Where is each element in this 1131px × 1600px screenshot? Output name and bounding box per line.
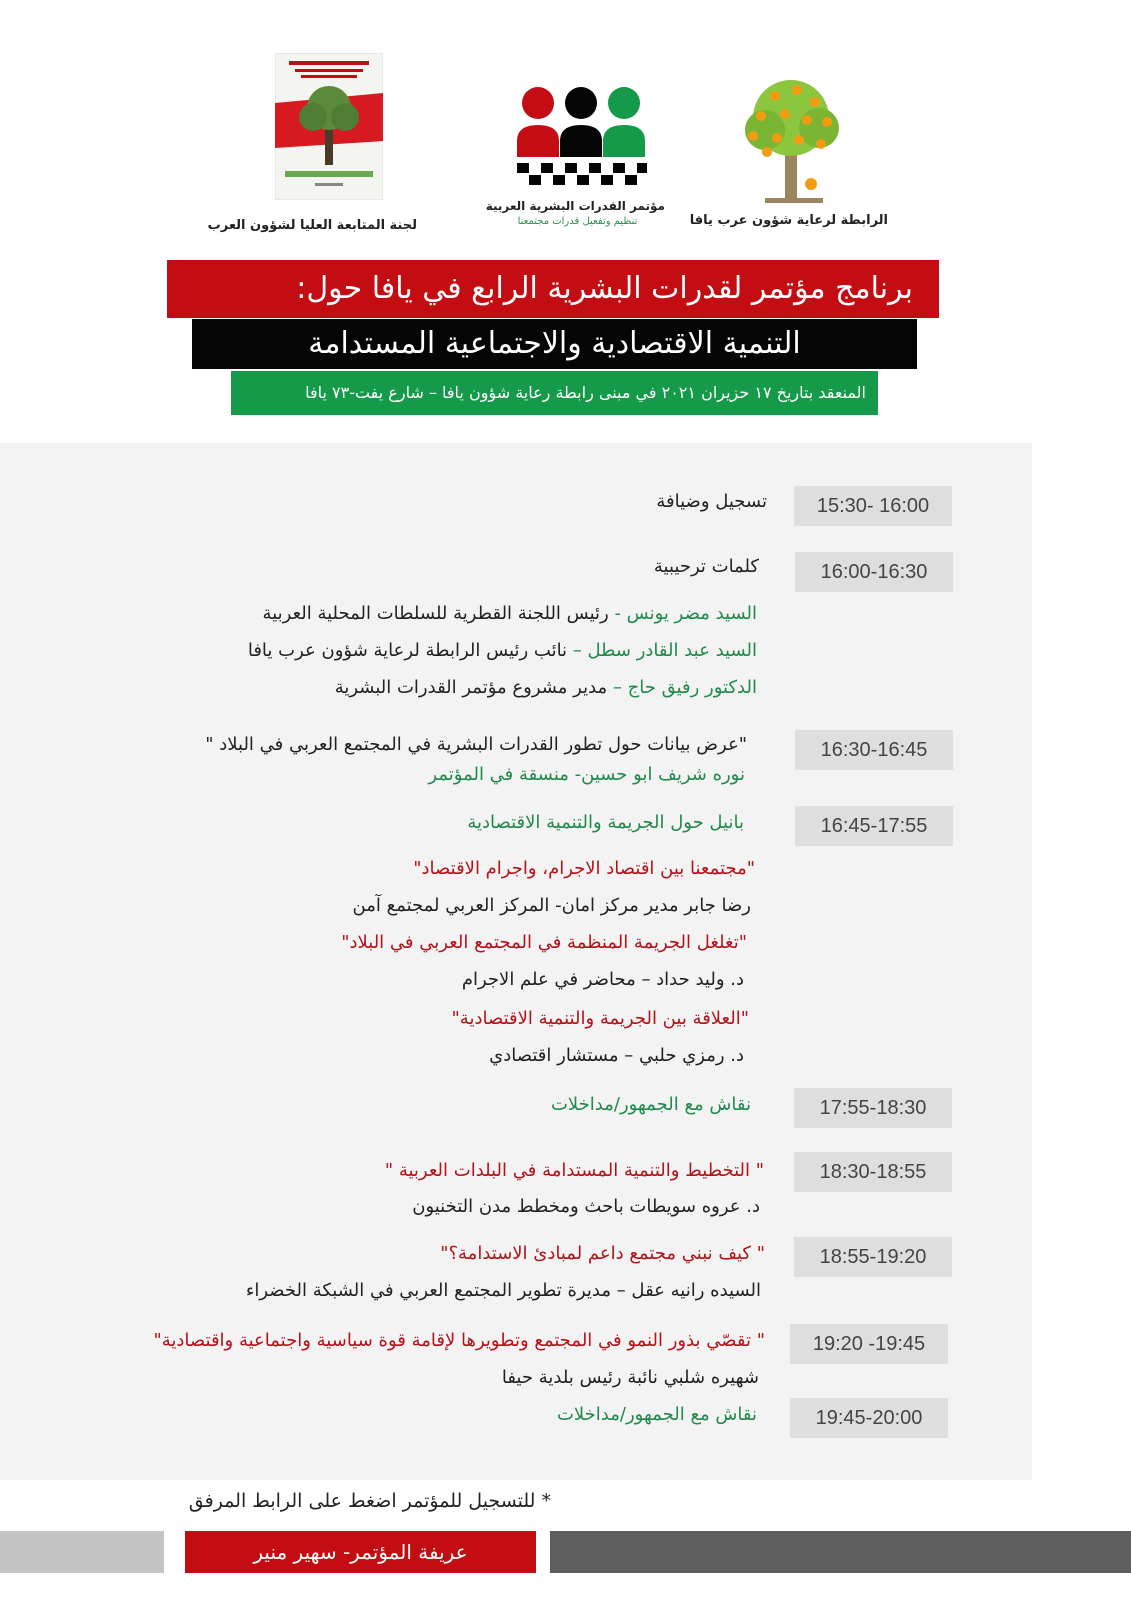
welcome-session: كلمات ترحيبية: [653, 556, 759, 577]
jaffa-league-logo: [735, 78, 850, 206]
time-slot: 16:00-16:30: [795, 552, 953, 592]
human-capacity-conference-logo: [515, 85, 648, 195]
footer-bar-right: [550, 1531, 1131, 1573]
conference-details: المنعقد بتاريخ ١٧ حزيران ٢٠٢١ في مبنى رابطة رعاية شؤون يافا – شارع يفت-٧٣ يافا: [231, 371, 878, 415]
audience-discussion-2: نقاش مع الجمهور/مداخلات: [556, 1404, 757, 1425]
panel-talk-1-title: "مجتمعنا بين اقتصاد الاجرام، واجرام الاقتصاد": [413, 858, 755, 879]
human-capacity-conference-caption: مؤتمر القدرات البشرية العربية: [485, 199, 665, 213]
data-presentation-title: "عرض بيانات حول تطور القدرات البشرية في المجتمع العربي في البلاد ": [205, 734, 747, 755]
jaffa-league-caption: الرابطة لرعاية شؤون عرب يافا: [689, 213, 888, 228]
three-people-icon: [515, 85, 648, 195]
orange-tree-icon: [735, 78, 850, 206]
community-talk-title: " كيف نبني مجتمع داعم لمبادئ الاستدامة؟": [440, 1243, 765, 1264]
speaker-name: الدكتور رفيق حاج –: [607, 677, 757, 698]
growth-talk-title: " تقصّي بذور النمو في المجتمع وتطويرها لإقامة قوة سياسية واجتماعية واقتصادية": [153, 1330, 765, 1351]
time-slot: 19:45-20:00: [790, 1398, 948, 1438]
speaker-name: السيد مضر يونس -: [608, 603, 757, 624]
human-capacity-conference-subcaption: تنظيم وتفعيل قدرات مجتمعنا: [517, 216, 638, 227]
time-slot: 18:55-19:20: [794, 1237, 952, 1277]
registration-session: تسجيل وضيافة: [656, 491, 767, 512]
conference-subtitle: التنمية الاقتصادية والاجتماعية المستدامة: [192, 319, 917, 369]
follow-up-committee-logo: [275, 53, 383, 200]
welcome-speaker-1: [263, 603, 757, 624]
time-slot: 16:45-17:55: [795, 806, 953, 846]
time-slot: 15:30- 16:00: [794, 486, 952, 526]
data-presentation-speaker: نوره شريف ابو حسين- منسقة في المؤتمر: [428, 764, 745, 785]
speaker-role: رئيس اللجنة القطرية للسلطات المحلية العربية: [262, 603, 609, 624]
panel-title: بانيل حول الجريمة والتنمية الاقتصادية: [467, 812, 744, 833]
book-cover-icon: [275, 53, 383, 200]
conference-title: برنامج مؤتمر لقدرات البشرية الرابع في يافا حول:: [167, 260, 939, 318]
time-slot: 18:30-18:55: [794, 1152, 952, 1192]
registration-note: * للتسجيل للمؤتمر اضغط على الرابط المرفق: [188, 1490, 551, 1512]
planning-talk-speaker: د. عروه سويطات باحث ومخطط مدن التخنيون: [412, 1196, 760, 1217]
speaker-role: نائب رئيس الرابطة لرعاية شؤون عرب يافا: [247, 640, 568, 661]
time-slot: 19:20 -19:45: [790, 1324, 948, 1364]
audience-discussion-1: نقاش مع الجمهور/مداخلات: [550, 1094, 751, 1115]
time-slot: 16:30-16:45: [795, 730, 953, 770]
panel-talk-3-speaker: د. رمزي حلبي – مستشار اقتصادي: [489, 1045, 744, 1066]
welcome-speaker-2: [248, 640, 757, 661]
follow-up-committee-caption: لجنة المتابعة العليا لشؤون العرب: [207, 218, 417, 233]
conference-host-label: عريفة المؤتمر- سهير منير: [185, 1531, 536, 1573]
panel-talk-3-title: "العلاقة بين الجريمة والتنمية الاقتصادية": [451, 1008, 749, 1029]
welcome-speaker-3: [335, 677, 757, 698]
time-slot: 17:55-18:30: [794, 1088, 952, 1128]
planning-talk-title: " التخطيط والتنمية المستدامة في البلدات العربية ": [384, 1160, 764, 1181]
panel-talk-1-speaker: رضا جابر مدير مركز امان- المركز العربي لمجتمع آمن: [352, 895, 751, 916]
panel-talk-2-speaker: د. وليد حداد – محاضر في علم الاجرام: [461, 969, 744, 990]
footer-bar-left: [0, 1531, 164, 1573]
speaker-role: مدير مشروع مؤتمر القدرات البشرية: [334, 677, 608, 698]
community-talk-speaker: السيده رانيه عقل – مديرة تطوير المجتمع العربي في الشبكة الخضراء: [245, 1280, 761, 1301]
speaker-name: السيد عبد القادر سطل –: [567, 640, 757, 661]
growth-talk-speaker: شهيره شلبي نائبة رئيس بلدية حيفا: [501, 1367, 759, 1388]
panel-talk-2-title: "تغلغل الجريمة المنظمة في المجتمع العربي في البلاد": [341, 932, 747, 953]
